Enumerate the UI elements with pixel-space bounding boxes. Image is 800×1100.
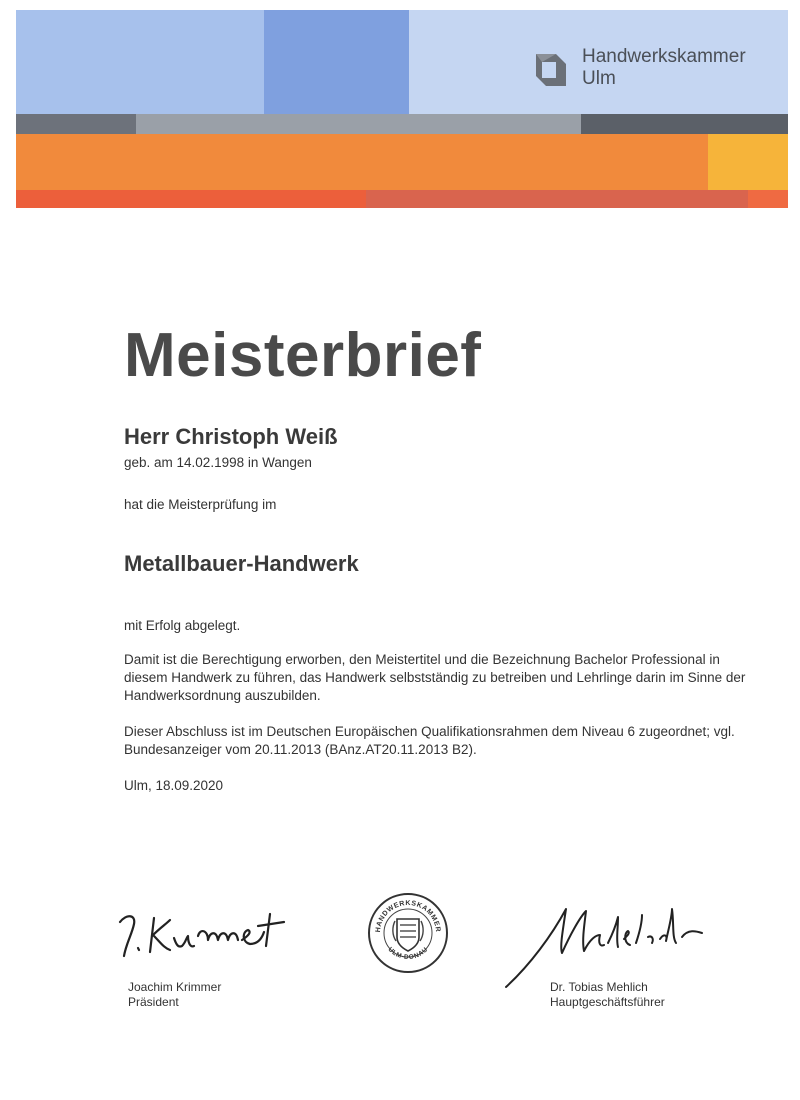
- intro-line: hat die Meisterprüfung im: [124, 497, 277, 512]
- banner-band: [136, 114, 581, 134]
- qualification-paragraph: Dieser Abschluss ist im Deutschen Europäischen Qualifikationsrahmen dem Niveau 6 zugeordnet; vgl. Bundesanzeiger vom 20.11.2013 (BAnz.AT20.11.2013 B2).: [124, 724, 735, 757]
- banner-band: [16, 10, 264, 114]
- signer-left: [128, 980, 221, 1010]
- organization-name-line2: Ulm: [582, 68, 616, 89]
- organization-name: [582, 46, 746, 90]
- trade-name: Metallbauer-Handwerk: [124, 551, 359, 576]
- place-and-date: Ulm, 18.09.2020: [124, 778, 224, 793]
- seal-top-text: HANDWERKSKAMMER: [374, 899, 442, 933]
- signer-right-role: Hauptgeschäftsführer: [550, 995, 665, 1009]
- official-seal: [366, 891, 450, 975]
- banner-band: [16, 114, 136, 134]
- chamber-logo-icon: [526, 48, 570, 92]
- seal-emblem-icon: [366, 891, 450, 975]
- passed-line: mit Erfolg abgelegt.: [124, 618, 241, 633]
- president-signature: [112, 900, 302, 970]
- banner-band: [748, 190, 788, 208]
- holder-name: Herr Christoph Weiß: [124, 424, 338, 449]
- organization-logo: [526, 44, 788, 96]
- certificate-title: Meisterbrief: [124, 321, 482, 390]
- banner-band: [264, 10, 409, 114]
- birth-line: geb. am 14.02.1998 in Wangen: [124, 455, 312, 470]
- signer-left-role: Präsident: [128, 995, 179, 1009]
- seal-bottom-text: ULM-DONAU: [386, 946, 430, 962]
- banner-band: [708, 134, 788, 190]
- banner-band: [16, 134, 708, 190]
- banner-band: [366, 190, 748, 208]
- organization-name-line1: Handwerkskammer: [582, 46, 746, 67]
- svg-text:ULM-DONAU: [386, 946, 429, 961]
- signer-left-name: Joachim Krimmer: [128, 980, 222, 994]
- banner-band: [581, 114, 788, 134]
- header-banner: [16, 10, 788, 210]
- signer-right: [550, 980, 665, 1010]
- banner-band: [16, 190, 366, 208]
- signer-right-name: Dr. Tobias Mehlich: [550, 980, 648, 994]
- entitlement-paragraph: Damit ist die Berechtigung erworben, den Meistertitel und die Bezeichnung Bachelor Professional in diesem Handwerk zu führen, das Handwerk selbstständig zu betreiben und Lehrlinge darin im Sinne der Handwerksordnung auszubilden.: [124, 652, 746, 703]
